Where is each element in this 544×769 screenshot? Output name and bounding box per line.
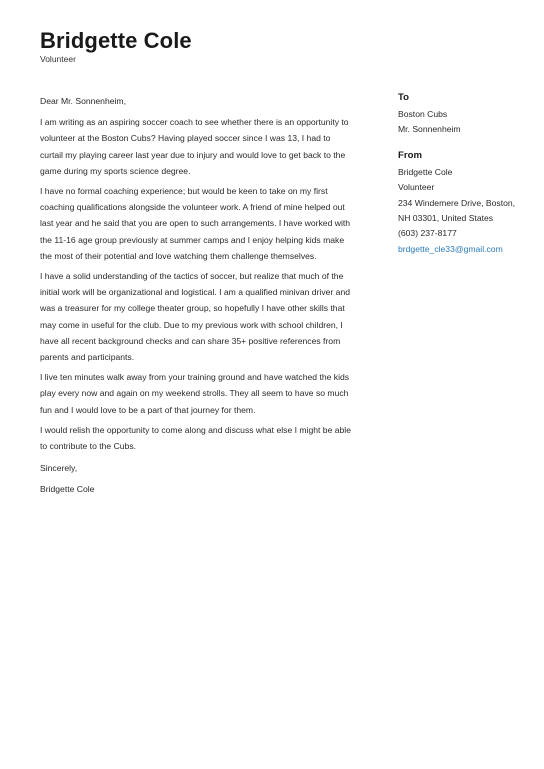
letter-header — [40, 28, 192, 65]
sender-name-line: Bridgette Cole — [398, 166, 453, 177]
address-sidebar — [398, 90, 528, 267]
closing: Sincerely, — [40, 463, 78, 474]
recipient-organization: Boston Cubs — [398, 109, 448, 119]
paragraph-5: I would relish the opportunity to come along and discuss what else I might be able to contribute to the Cubs. — [40, 424, 351, 452]
paragraph-2: I have no formal coaching experience; but would be keen to take on my first coaching qualifications alongside the volunteer work. A friend of mine helped out last year and he said that you are open to such arrangements. I have worked with the 11-16 age group previously at summer camps and I enjoy helping kids make the most of their potential and love watching them challenge themselves. — [40, 186, 351, 261]
sender-block — [398, 148, 528, 257]
paragraph-4: I live ten minutes walk away from your training ground and have watched the kids play every now and again on my weekend strolls. They all seem to have so much fun and I would love to be a part of that journey for them. — [40, 372, 350, 415]
sender-role-line: Volunteer — [398, 182, 435, 193]
signature: Bridgette Cole — [40, 484, 95, 495]
salutation: Dear Mr. Sonnenheim, — [40, 96, 126, 106]
recipient-name: Mr. Sonnenheim — [398, 124, 461, 135]
to-heading: To — [398, 92, 410, 103]
paragraph-1: I am writing as an aspiring soccer coach to see whether there is an opportunity to volunteer at the Boston Cubs? Having played soccer since I was 13, I had to curtail my playing career last year due to injury and would love to get back to the game during my sports science degree. — [40, 117, 349, 176]
from-heading: From — [398, 149, 422, 161]
recipient-block — [398, 90, 528, 138]
letter-body — [40, 93, 354, 502]
sender-address: 234 Windemere Drive, Boston, NH 03301, United States — [398, 197, 516, 224]
sender-name: Bridgette Cole — [40, 28, 192, 53]
paragraph-3: I have a solid understanding of the tactics of soccer, but realize that much of the initial work will be organizational and logistical. I am a qualified minivan driver and was a treasurer for my college theater group, so hopefully I have other skills that may come in useful for the club. Due to my previous work with school children, I have all recent background checks and can share 35+ positive references from parents and participants. — [40, 271, 351, 363]
sender-phone: (603) 237-8177 — [398, 228, 457, 239]
sender-title: Volunteer — [40, 54, 76, 64]
sender-email-link[interactable]: brdgette_cle33@gmail.com — [398, 243, 503, 254]
